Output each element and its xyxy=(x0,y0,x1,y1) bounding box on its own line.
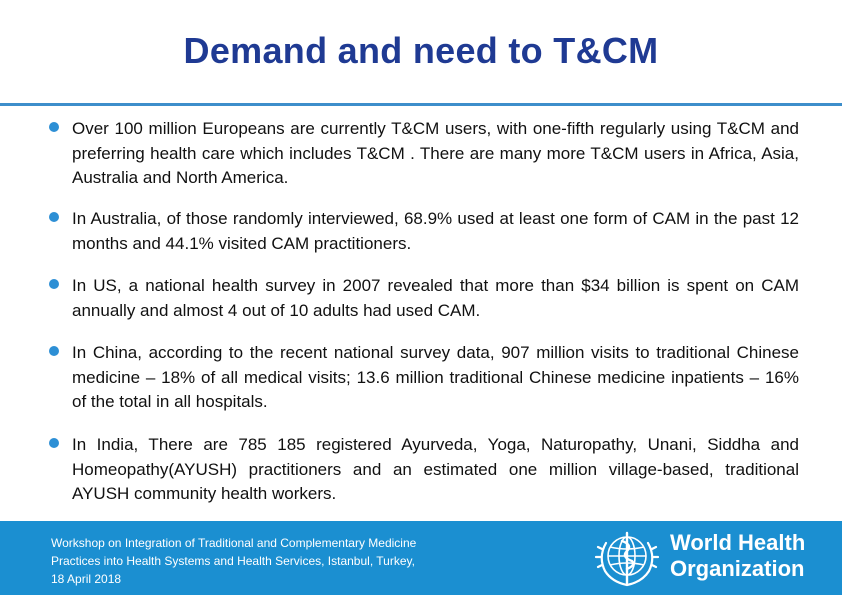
workshop-line: Practices into Health Systems and Health Services, Istanbul, Turkey, xyxy=(51,554,415,568)
bullet-dot-icon xyxy=(49,279,59,289)
logo-line: World Health xyxy=(670,530,806,555)
bullet-text: In US, a national health survey in 2007 revealed that more than $34 billion is spent on CAM annually and almost 4 out of 10 adults had used CAM. xyxy=(72,276,799,320)
workshop-line: Workshop on Integration of Traditional and Complementary Medicine xyxy=(51,536,417,550)
logo-line: Organization xyxy=(670,556,805,581)
who-logo-text xyxy=(670,530,840,582)
slide-title: Demand and need to T&CM xyxy=(183,30,659,71)
bullet-dot-icon xyxy=(49,122,59,132)
who-emblem-icon xyxy=(592,527,662,589)
bullet-text: Over 100 million Europeans are currently T&CM users, with one-fifth regularly using T&CM and preferring health care which includes T&CM . There are many more T&CM users in Africa, Asia, Australia and North America. xyxy=(72,119,799,187)
workshop-date: 18 April 2018 xyxy=(51,572,122,586)
footer-bar xyxy=(0,521,842,595)
title-divider xyxy=(0,103,842,106)
workshop-caption xyxy=(51,534,531,588)
bullet-text: In Australia, of those randomly interviewed, 68.9% used at least one form of CAM in the past 12 months and 44.1% visited CAM practitioners. xyxy=(72,209,799,253)
bullet-text: In China, according to the recent national survey data, 907 million visits to traditional Chinese medicine – 18% of all medical visits; 13.6 million traditional Chinese medicine inpatients – 16% of the total in all hospitals. xyxy=(72,343,799,411)
bullet-dot-icon xyxy=(49,346,59,356)
bullet-text: In India, There are 785 185 registered Ayurveda, Yoga, Naturopathy, Unani, Siddha and Homeopathy(AYUSH) practitioners and an estimated one million village-based, traditional AYUSH community health workers. xyxy=(72,435,799,503)
bullet-dot-icon xyxy=(49,212,59,222)
bullet-dot-icon xyxy=(49,438,59,448)
